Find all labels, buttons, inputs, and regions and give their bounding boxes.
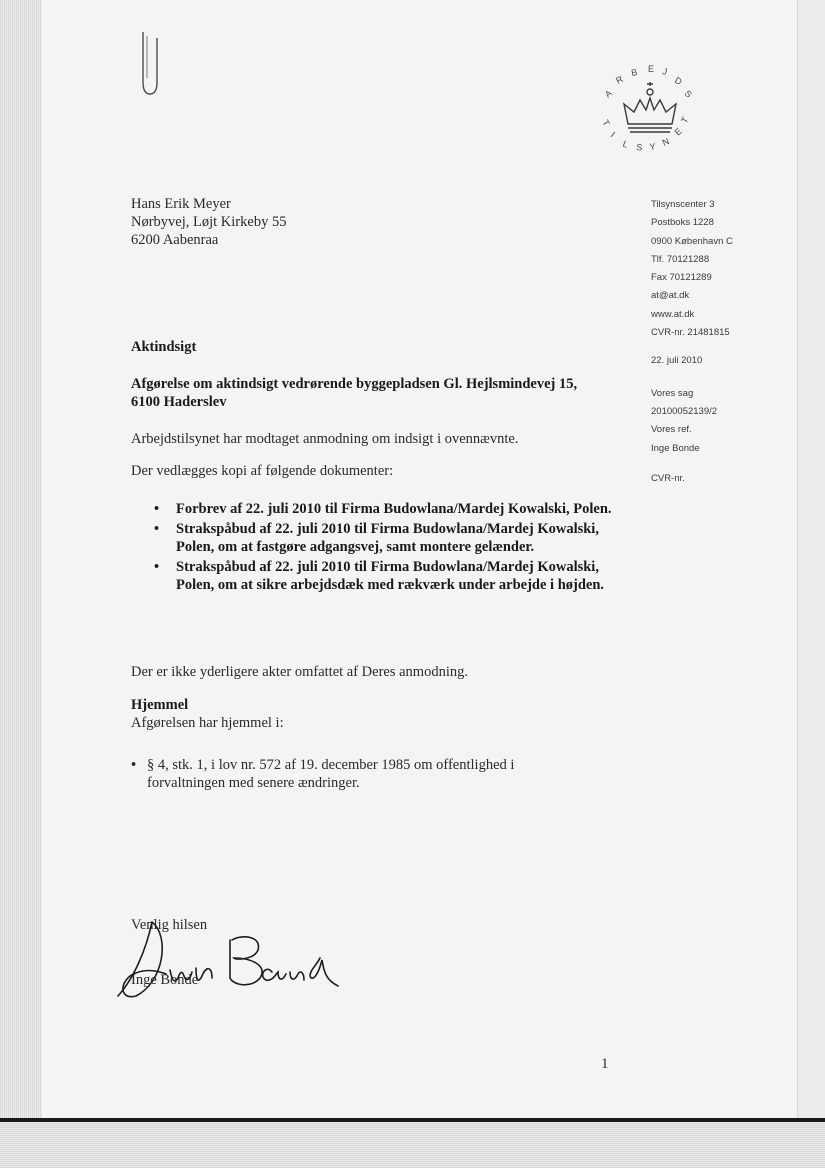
case-number: 20100052139/2: [651, 405, 718, 417]
subject-line-2: 6100 Haderslev: [131, 394, 227, 410]
recipient-address: [131, 195, 286, 249]
svg-text:E: E: [648, 64, 655, 74]
list-item: [131, 756, 571, 792]
sender-po-box: Postboks 1228: [651, 217, 714, 229]
svg-text:R: R: [614, 73, 625, 86]
sender-info-column: [651, 196, 791, 488]
letter-heading: Aktindsigt: [131, 339, 197, 355]
scan-bottom-shade: [0, 1122, 825, 1168]
svg-text:N: N: [660, 136, 671, 148]
legal-item-text: § 4, stk. 1, i lov nr. 572 af 19. december 1985 om offentlighed i forvaltningen med senere ændringer.: [147, 757, 515, 791]
recipient-street: Nørbyvej, Løjt Kirkeby 55: [131, 214, 287, 230]
svg-text:E: E: [672, 126, 684, 138]
letter-date: 22. juli 2010: [651, 355, 703, 367]
ref-label: Vores ref.: [651, 424, 692, 436]
svg-text:B: B: [630, 66, 639, 78]
recipient-name: Hans Erik Meyer: [131, 196, 231, 212]
legal-basis-list: [131, 756, 571, 792]
page-number: 1: [601, 1056, 609, 1072]
bullet-icon: •: [154, 521, 160, 537]
svg-text:J: J: [661, 66, 669, 78]
signer-name: Inge Bonde: [131, 972, 199, 988]
recipient-cvr-label: CVR-nr.: [651, 472, 685, 484]
list-item: [152, 500, 612, 518]
case-label: Vores sag: [651, 387, 694, 399]
list-item: [152, 558, 612, 594]
sender-phone: Tlf. 70121288: [651, 253, 710, 265]
scan-left-edge: [0, 0, 42, 1168]
document-text: Forbrev af 22. juli 2010 til Firma Budowlana/Mardej Kowalski, Polen.: [176, 501, 612, 517]
svg-text:S: S: [635, 142, 643, 153]
closing-greeting: Venlig hilsen: [131, 917, 208, 933]
bullet-icon: •: [154, 559, 160, 575]
subject-line-1: Afgørelse om aktindsigt vedrørende byggepladsen Gl. Hejlsmindevej 15,: [131, 376, 578, 392]
bullet-icon: •: [154, 501, 160, 517]
svg-text:A: A: [602, 88, 614, 100]
sender-cvr: CVR-nr. 21481815: [651, 327, 730, 339]
sender-web: www.at.dk: [651, 308, 695, 320]
list-item: [152, 520, 612, 556]
scan-right-edge: [797, 0, 825, 1168]
sender-city: 0900 København C: [651, 235, 733, 247]
svg-text:Y: Y: [648, 141, 657, 152]
paragraph-no-more: Der er ikke yderligere akter omfattet af Deres anmodning.: [131, 664, 468, 680]
ref-name: Inge Bonde: [651, 442, 700, 454]
sender-address: Tilsynscenter 3: [651, 199, 715, 210]
sender-email: at@at.dk: [651, 290, 690, 302]
enclosed-documents-list: [152, 500, 612, 596]
legal-heading: Hjemmel: [131, 697, 189, 713]
legal-intro: Afgørelsen har hjemmel i:: [131, 715, 284, 731]
sender-fax: Fax 70121289: [651, 272, 712, 284]
paperclip-icon: [136, 30, 162, 98]
svg-text:I: I: [608, 129, 618, 140]
document-text: Strakspåbud af 22. juli 2010 til Firma Budowlana/Mardej Kowalski, Polen, om at sikre arbejdsdæk med rækværk under arbejde i højden.: [176, 559, 605, 593]
paragraph-received: Arbejdstilsynet har modtaget anmodning om indsigt i ovennævnte.: [131, 431, 519, 447]
svg-text:L: L: [621, 138, 630, 150]
paragraph-enclosed: Der vedlægges kopi af følgende dokumenter:: [131, 463, 394, 479]
bullet-icon: •: [131, 757, 137, 773]
svg-text:S: S: [682, 88, 694, 100]
recipient-city: 6200 Aabenraa: [131, 232, 219, 248]
document-text: Strakspåbud af 22. juli 2010 til Firma Budowlana/Mardej Kowalski, Polen, om at fastgøre adgangsvej, samt montere gelænder.: [176, 521, 599, 555]
svg-text:T: T: [679, 115, 691, 125]
subject-line: [131, 375, 631, 411]
arbejdstilsynet-logo: [592, 52, 708, 162]
svg-text:D: D: [673, 75, 684, 87]
handwritten-signature: [112, 900, 342, 1010]
svg-text:T: T: [600, 118, 612, 128]
